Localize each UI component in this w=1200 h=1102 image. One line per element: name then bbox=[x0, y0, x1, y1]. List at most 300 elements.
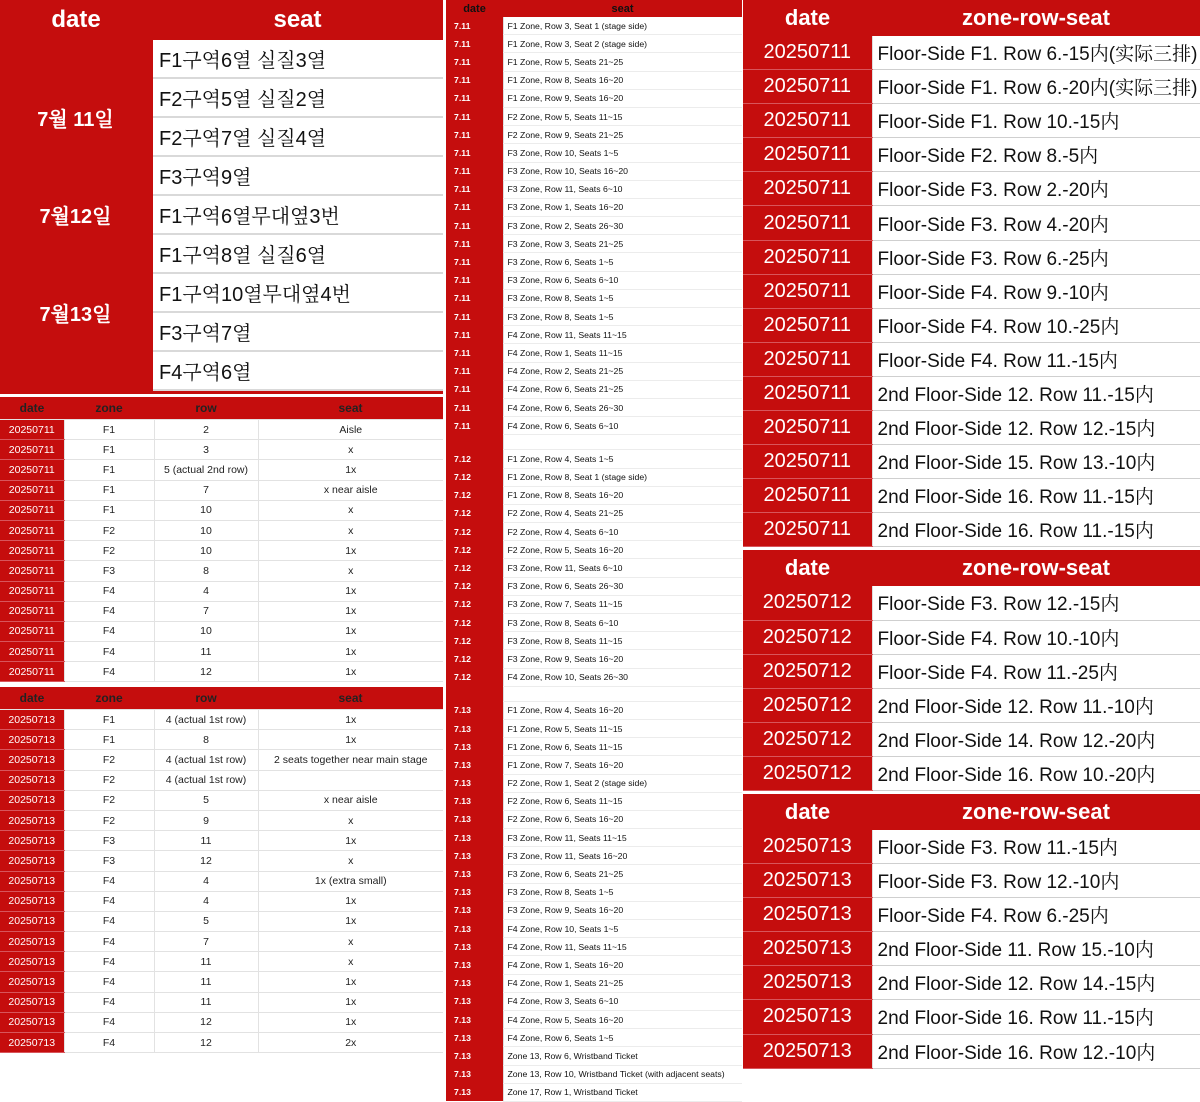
date-cell: 20250713 bbox=[743, 932, 872, 966]
seat-cell: F2 Zone, Row 5, Seats 11~15 bbox=[503, 107, 742, 125]
seat-cell: F3 Zone, Row 8, Seats 1~5 bbox=[503, 308, 742, 326]
seat-cell: 1x bbox=[258, 621, 443, 641]
table-row bbox=[446, 398, 742, 416]
zone-cell: F3 bbox=[64, 851, 154, 871]
table-row bbox=[446, 126, 742, 144]
date-cell: 20250712 bbox=[743, 688, 872, 722]
seat-cell: 1x bbox=[258, 911, 443, 931]
seat-cell: x bbox=[258, 500, 443, 520]
zone-cell: F3 bbox=[64, 561, 154, 581]
row-cell: 5 bbox=[154, 790, 258, 810]
zone-cell: F1 bbox=[64, 480, 154, 500]
zone-cell: F2 bbox=[64, 770, 154, 790]
zone-row-seat-cell: 2nd Floor-Side 12. Row 11.-10内 bbox=[872, 688, 1200, 722]
seat-cell: 1x bbox=[258, 730, 443, 750]
seat-cell: F3 Zone, Row 11, Seats 11~15 bbox=[503, 829, 742, 847]
seat-cell: x bbox=[258, 810, 443, 830]
seat-cell: 1x (extra small) bbox=[258, 871, 443, 891]
date-cell-spacer bbox=[446, 435, 503, 450]
table-row bbox=[0, 642, 443, 662]
table-row bbox=[743, 654, 1200, 688]
table-row bbox=[446, 738, 742, 756]
korean-seat-table bbox=[0, 0, 443, 394]
seat-cell: F3 Zone, Row 1, Seats 16~20 bbox=[503, 198, 742, 216]
date-cell: 7.12 bbox=[446, 523, 503, 541]
date-cell: 7.13 bbox=[446, 756, 503, 774]
seat-cell: F4구역6열 bbox=[152, 351, 443, 390]
table-row bbox=[0, 1033, 443, 1053]
table-row bbox=[446, 417, 742, 435]
row-cell: 5 bbox=[154, 911, 258, 931]
seat-cell: 1x bbox=[258, 1012, 443, 1032]
date-cell: 20250711 bbox=[743, 36, 872, 70]
seat-cell: F4 Zone, Row 6, Seats 26~30 bbox=[503, 398, 742, 416]
zone-row-seat-cell: Floor-Side F1. Row 10.-15内 bbox=[872, 104, 1200, 138]
row-cell: 7 bbox=[154, 932, 258, 952]
row-cell: 10 bbox=[154, 541, 258, 561]
seat-cell: F4 Zone, Row 6, Seats 1~5 bbox=[503, 1029, 742, 1047]
table-row bbox=[0, 770, 443, 790]
zone-cell: F4 bbox=[64, 992, 154, 1012]
seat-cell: F1 Zone, Row 5, Seats 21~25 bbox=[503, 53, 742, 71]
table-row bbox=[743, 479, 1200, 513]
date-cell: 7.13 bbox=[446, 974, 503, 992]
zone-cell: F4 bbox=[64, 891, 154, 911]
zone-cell: F4 bbox=[64, 972, 154, 992]
table-row bbox=[0, 972, 443, 992]
zone-cell: F3 bbox=[64, 831, 154, 851]
seat-cell: F3 Zone, Row 7, Seats 11~15 bbox=[503, 595, 742, 613]
seat-cell: F1구역6열무대옆3번 bbox=[152, 195, 443, 234]
table-row bbox=[743, 445, 1200, 479]
date-cell: 7.13 bbox=[446, 901, 503, 919]
table-row bbox=[446, 53, 742, 71]
date-cell: 7.13 bbox=[446, 1029, 503, 1047]
zone-row-seat-cell: Floor-Side F3. Row 4.-20内 bbox=[872, 206, 1200, 240]
row-cell: 11 bbox=[154, 642, 258, 662]
table-row bbox=[446, 595, 742, 613]
seat-cell: F2 Zone, Row 4, Seats 6~10 bbox=[503, 523, 742, 541]
seat-cell: F1 Zone, Row 8, Seats 16~20 bbox=[503, 71, 742, 89]
seat-cell: x bbox=[258, 440, 443, 460]
table-row bbox=[743, 274, 1200, 308]
seat-cell: F3 Zone, Row 9, Seats 16~20 bbox=[503, 901, 742, 919]
table-row bbox=[743, 722, 1200, 756]
zone-cell: F4 bbox=[64, 642, 154, 662]
date-cell: 20250711 bbox=[743, 479, 872, 513]
table-row bbox=[446, 198, 742, 216]
row-cell: 12 bbox=[154, 1033, 258, 1053]
table-row bbox=[0, 952, 443, 972]
seat-cell: F1구역10열무대옆4번 bbox=[152, 273, 443, 312]
table-row bbox=[446, 792, 742, 810]
seat-cell: 1x bbox=[258, 992, 443, 1012]
seat-cell: F1 Zone, Row 4, Seats 1~5 bbox=[503, 450, 742, 468]
row-cell: 11 bbox=[154, 831, 258, 851]
seat-cell: Aisle bbox=[258, 420, 443, 440]
date-cell: 20250711 bbox=[743, 376, 872, 410]
row-cell: 4 bbox=[154, 891, 258, 911]
table-row bbox=[446, 632, 742, 650]
header-date: date bbox=[743, 794, 872, 830]
table-row bbox=[743, 864, 1200, 898]
seat-cell: 1x bbox=[258, 460, 443, 480]
date-cell: 7.11 bbox=[446, 235, 503, 253]
seat-cell-spacer bbox=[503, 686, 742, 701]
header-date: date bbox=[446, 0, 503, 17]
table-row bbox=[0, 601, 443, 621]
zone-row-seat-cell: 2nd Floor-Side 12. Row 14.-15内 bbox=[872, 966, 1200, 1000]
date-cell: 20250712 bbox=[743, 722, 872, 756]
date-cell: 7.11 bbox=[446, 308, 503, 326]
seat-cell: 1x bbox=[258, 541, 443, 561]
table-row bbox=[446, 1065, 742, 1083]
july-13-seat-body bbox=[0, 710, 443, 1053]
date-cell: 20250711 bbox=[0, 561, 64, 581]
date-cell: 7.12 bbox=[446, 650, 503, 668]
header-zone-row-seat: zone-row-seat bbox=[872, 0, 1200, 36]
zone-row-seat-cell: Floor-Side F4. Row 11.-25内 bbox=[872, 654, 1200, 688]
date-cell: 7.13 bbox=[446, 719, 503, 737]
date-cell: 7.11 bbox=[446, 380, 503, 398]
date-cell: 7.11 bbox=[446, 180, 503, 198]
row-cell: 5 (actual 2nd row) bbox=[154, 460, 258, 480]
seat-cell: F3 Zone, Row 6, Seats 26~30 bbox=[503, 577, 742, 595]
row-cell: 10 bbox=[154, 621, 258, 641]
header-date: date bbox=[0, 687, 64, 710]
seat-cell: F3 Zone, Row 3, Seats 21~25 bbox=[503, 235, 742, 253]
seat-cell: 1x bbox=[258, 581, 443, 601]
date-cell: 7.11 bbox=[446, 126, 503, 144]
zone-row-seat-body bbox=[743, 0, 1200, 1068]
row-cell: 12 bbox=[154, 851, 258, 871]
zone-row-seat-cell: Floor-Side F3. Row 11.-15内 bbox=[872, 830, 1200, 864]
table-row bbox=[446, 1010, 742, 1028]
table-row bbox=[0, 992, 443, 1012]
table-row bbox=[446, 504, 742, 522]
date-cell: 20250713 bbox=[743, 830, 872, 864]
seat-cell: Zone 13, Row 10, Wristband Ticket (with adjacent seats) bbox=[503, 1065, 742, 1083]
seat-cell: F3구역9열 bbox=[152, 156, 443, 195]
table-row bbox=[446, 756, 742, 774]
date-cell: 20250713 bbox=[743, 864, 872, 898]
date-cell: 7.11 bbox=[446, 344, 503, 362]
date-cell: 7.13 bbox=[446, 829, 503, 847]
date-cell: 20250711 bbox=[0, 500, 64, 520]
table-row bbox=[446, 35, 742, 53]
zone-cell: F1 bbox=[64, 710, 154, 730]
date-cell: 7.13 bbox=[446, 920, 503, 938]
seat-cell: F2구역5열 실질2열 bbox=[152, 78, 443, 117]
zone-row-seat-cell: 2nd Floor-Side 16. Row 11.-15内 bbox=[872, 479, 1200, 513]
header-seat: seat bbox=[258, 397, 443, 420]
date-cell: 20250713 bbox=[0, 911, 64, 931]
date-cell: 20250711 bbox=[743, 206, 872, 240]
seat-cell: x bbox=[258, 952, 443, 972]
date-cell: 20250711 bbox=[743, 308, 872, 342]
date-cell: 20250711 bbox=[0, 662, 64, 682]
seat-cell: Zone 17, Row 1, Wristband Ticket bbox=[503, 1083, 742, 1101]
seat-cell: F3 Zone, Row 11, Seats 6~10 bbox=[503, 180, 742, 198]
date-cell: 20250711 bbox=[0, 480, 64, 500]
row-cell: 10 bbox=[154, 520, 258, 540]
zone-cell: F4 bbox=[64, 932, 154, 952]
date-cell: 20250713 bbox=[0, 972, 64, 992]
english-seat-table bbox=[446, 0, 742, 1098]
section-header bbox=[743, 550, 1200, 586]
zone-cell: F2 bbox=[64, 750, 154, 770]
seat-cell: F3 Zone, Row 11, Seats 6~10 bbox=[503, 559, 742, 577]
date-cell: 7.13 bbox=[446, 883, 503, 901]
zone-cell: F1 bbox=[64, 730, 154, 750]
date-cell: 7.11 bbox=[446, 289, 503, 307]
date-cell: 7.13 bbox=[446, 1083, 503, 1101]
seat-cell: F1구역6열 실질3열 bbox=[152, 40, 443, 78]
table-row bbox=[446, 938, 742, 956]
date-cell: 7.13 bbox=[446, 792, 503, 810]
seat-cell: F2 Zone, Row 9, Seats 21~25 bbox=[503, 126, 742, 144]
header-date: date bbox=[0, 0, 152, 40]
table-row bbox=[0, 662, 443, 682]
header-seat: seat bbox=[258, 687, 443, 710]
date-cell: 7.12 bbox=[446, 595, 503, 613]
seat-cell: F4 Zone, Row 10, Seats 26~30 bbox=[503, 668, 742, 686]
group-spacer bbox=[446, 686, 742, 701]
seat-cell: F4 Zone, Row 1, Seats 21~25 bbox=[503, 974, 742, 992]
date-cell: 7.11 bbox=[446, 271, 503, 289]
date-cell: 20250713 bbox=[0, 932, 64, 952]
date-cell: 20250712 bbox=[743, 756, 872, 790]
seat-cell: F3 Zone, Row 6, Seats 21~25 bbox=[503, 865, 742, 883]
date-cell: 20250712 bbox=[743, 620, 872, 654]
table-row bbox=[0, 234, 443, 273]
table-row bbox=[0, 561, 443, 581]
table-row bbox=[446, 829, 742, 847]
table-row bbox=[743, 1034, 1200, 1068]
date-cell: 20250711 bbox=[0, 541, 64, 561]
row-cell: 8 bbox=[154, 730, 258, 750]
header-date: date bbox=[743, 0, 872, 36]
table-row bbox=[0, 911, 443, 931]
seat-cell: 1x bbox=[258, 662, 443, 682]
date-cell: 7.11 bbox=[446, 362, 503, 380]
seat-cell: F4 Zone, Row 5, Seats 16~20 bbox=[503, 1010, 742, 1028]
table-row bbox=[743, 172, 1200, 206]
table-row bbox=[743, 1000, 1200, 1034]
table-row bbox=[446, 1029, 742, 1047]
date-cell: 20250712 bbox=[743, 654, 872, 688]
table-row bbox=[743, 376, 1200, 410]
row-cell: 11 bbox=[154, 952, 258, 972]
zone-row-seat-table bbox=[743, 0, 1200, 1064]
date-cell: 20250713 bbox=[743, 898, 872, 932]
zone-cell: F2 bbox=[64, 810, 154, 830]
header-date: date bbox=[0, 397, 64, 420]
date-cell: 20250711 bbox=[0, 460, 64, 480]
table-row bbox=[743, 104, 1200, 138]
seat-cell: F1 Zone, Row 7, Seats 16~20 bbox=[503, 756, 742, 774]
date-cell: 20250711 bbox=[743, 240, 872, 274]
date-cell: 7.12 bbox=[446, 559, 503, 577]
table-row bbox=[0, 500, 443, 520]
header-row: row bbox=[154, 687, 258, 710]
date-cell: 20250713 bbox=[0, 952, 64, 972]
table-row bbox=[0, 40, 443, 78]
table-row bbox=[0, 730, 443, 750]
zone-row-seat-cell: 2nd Floor-Side 14. Row 12.-20内 bbox=[872, 722, 1200, 756]
date-cell: 7.11 bbox=[446, 253, 503, 271]
zone-row-seat-cell: Floor-Side F4. Row 10.-10内 bbox=[872, 620, 1200, 654]
date-cell: 20250711 bbox=[743, 70, 872, 104]
date-cell: 7.13 bbox=[446, 1065, 503, 1083]
header-seat: seat bbox=[152, 0, 443, 40]
date-cell: 7.11 bbox=[446, 326, 503, 344]
date-cell: 20250711 bbox=[0, 621, 64, 641]
seat-cell: F3 Zone, Row 2, Seats 26~30 bbox=[503, 217, 742, 235]
zone-row-seat-cell: 2nd Floor-Side 16. Row 11.-15内 bbox=[872, 1000, 1200, 1034]
date-cell: 20250711 bbox=[743, 172, 872, 206]
seat-cell: x near aisle bbox=[258, 790, 443, 810]
row-cell: 12 bbox=[154, 1012, 258, 1032]
table-row bbox=[446, 271, 742, 289]
seat-cell: F1 Zone, Row 8, Seat 1 (stage side) bbox=[503, 468, 742, 486]
seat-cell: F3 Zone, Row 8, Seats 1~5 bbox=[503, 883, 742, 901]
seat-cell: F3 Zone, Row 8, Seats 1~5 bbox=[503, 289, 742, 307]
row-cell: 11 bbox=[154, 972, 258, 992]
table-row bbox=[743, 70, 1200, 104]
table-row bbox=[446, 810, 742, 828]
seat-cell: F3 Zone, Row 6, Seats 1~5 bbox=[503, 253, 742, 271]
seat-cell: Zone 13, Row 6, Wristband Ticket bbox=[503, 1047, 742, 1065]
row-cell: 9 bbox=[154, 810, 258, 830]
date-cell: 7.13 bbox=[446, 1010, 503, 1028]
table-row bbox=[446, 974, 742, 992]
date-cell: 7월13일 bbox=[0, 234, 152, 390]
date-cell: 7.12 bbox=[446, 450, 503, 468]
zone-cell: F4 bbox=[64, 1033, 154, 1053]
table-row bbox=[0, 891, 443, 911]
seat-cell: F4 Zone, Row 11, Seats 11~15 bbox=[503, 326, 742, 344]
table-row bbox=[0, 932, 443, 952]
zone-cell: F4 bbox=[64, 621, 154, 641]
seat-cell: x bbox=[258, 851, 443, 871]
seat-cell: F2 Zone, Row 6, Seats 16~20 bbox=[503, 810, 742, 828]
zone-cell: F2 bbox=[64, 520, 154, 540]
table-row bbox=[446, 1083, 742, 1101]
table-row bbox=[446, 217, 742, 235]
seat-cell: F4 Zone, Row 1, Seats 16~20 bbox=[503, 956, 742, 974]
table-row bbox=[446, 180, 742, 198]
seat-cell: F4 Zone, Row 6, Seats 6~10 bbox=[503, 417, 742, 435]
seat-cell: F2 Zone, Row 1, Seat 2 (stage side) bbox=[503, 774, 742, 792]
zone-row-seat-cell: Floor-Side F1. Row 6.-20内(实际三排) bbox=[872, 70, 1200, 104]
zone-row-seat-cell: Floor-Side F4. Row 10.-25内 bbox=[872, 308, 1200, 342]
seat-cell: 1x bbox=[258, 642, 443, 662]
table-row bbox=[0, 195, 443, 234]
row-cell: 4 (actual 1st row) bbox=[154, 750, 258, 770]
zone-row-seat-cell: Floor-Side F1. Row 6.-15内(实际三排) bbox=[872, 36, 1200, 70]
table-row bbox=[743, 898, 1200, 932]
table-row bbox=[0, 440, 443, 460]
table-row bbox=[0, 810, 443, 830]
header-zone-row-seat: zone-row-seat bbox=[872, 550, 1200, 586]
table-row bbox=[446, 920, 742, 938]
row-cell: 11 bbox=[154, 992, 258, 1012]
row-cell: 7 bbox=[154, 601, 258, 621]
date-cell: 7.11 bbox=[446, 417, 503, 435]
date-cell: 7.11 bbox=[446, 53, 503, 71]
seat-cell: F3 Zone, Row 6, Seats 6~10 bbox=[503, 271, 742, 289]
row-cell: 4 (actual 1st row) bbox=[154, 770, 258, 790]
section-header bbox=[743, 0, 1200, 36]
date-cell: 20250713 bbox=[0, 831, 64, 851]
table-row bbox=[446, 344, 742, 362]
date-cell: 7.13 bbox=[446, 938, 503, 956]
table-row bbox=[446, 17, 742, 35]
zone-cell: F4 bbox=[64, 1012, 154, 1032]
seat-cell: F2구역7열 실질4열 bbox=[152, 117, 443, 156]
date-cell: 7월 11일 bbox=[0, 40, 152, 195]
header-zone: zone bbox=[64, 397, 154, 420]
table-row bbox=[446, 541, 742, 559]
date-cell: 20250713 bbox=[0, 810, 64, 830]
seat-cell: F1구역8열 실질6열 bbox=[152, 234, 443, 273]
date-cell: 7.12 bbox=[446, 614, 503, 632]
zone-row-seat-cell: 2nd Floor-Side 16. Row 12.-10内 bbox=[872, 1034, 1200, 1068]
table-row bbox=[446, 901, 742, 919]
zone-cell: F4 bbox=[64, 911, 154, 931]
table-row bbox=[446, 701, 742, 719]
seat-cell: F4 Zone, Row 2, Seats 21~25 bbox=[503, 362, 742, 380]
seat-cell: 1x bbox=[258, 972, 443, 992]
zone-cell: F4 bbox=[64, 601, 154, 621]
zone-row-seat-cell: 2nd Floor-Side 16. Row 10.-20内 bbox=[872, 756, 1200, 790]
seat-cell: F1 Zone, Row 4, Seats 16~20 bbox=[503, 701, 742, 719]
zone-row-seat-cell: Floor-Side F3. Row 2.-20内 bbox=[872, 172, 1200, 206]
english-seat-body bbox=[446, 17, 742, 1101]
date-cell: 7.12 bbox=[446, 668, 503, 686]
table-row bbox=[446, 450, 742, 468]
table-row bbox=[0, 750, 443, 770]
july-11-seat-table bbox=[0, 397, 443, 686]
zone-cell: F1 bbox=[64, 460, 154, 480]
table-row bbox=[446, 719, 742, 737]
table-row bbox=[0, 851, 443, 871]
table-row bbox=[446, 847, 742, 865]
seat-cell: F1 Zone, Row 3, Seat 1 (stage side) bbox=[503, 17, 742, 35]
date-cell: 7.11 bbox=[446, 144, 503, 162]
row-cell: 8 bbox=[154, 561, 258, 581]
date-cell: 20250713 bbox=[0, 790, 64, 810]
date-cell: 7.11 bbox=[446, 398, 503, 416]
table-row bbox=[743, 966, 1200, 1000]
date-cell: 20250711 bbox=[0, 420, 64, 440]
date-cell: 20250711 bbox=[0, 601, 64, 621]
zone-cell: F4 bbox=[64, 581, 154, 601]
group-spacer bbox=[446, 435, 742, 450]
seat-cell: x bbox=[258, 561, 443, 581]
date-cell: 7.11 bbox=[446, 107, 503, 125]
seat-cell: F1 Zone, Row 5, Seats 11~15 bbox=[503, 719, 742, 737]
seat-cell: F1 Zone, Row 3, Seat 2 (stage side) bbox=[503, 35, 742, 53]
zone-row-seat-cell: 2nd Floor-Side 11. Row 15.-10内 bbox=[872, 932, 1200, 966]
seat-cell: 1x bbox=[258, 601, 443, 621]
header-row: row bbox=[154, 397, 258, 420]
zone-cell: F1 bbox=[64, 440, 154, 460]
seat-cell: 1x bbox=[258, 710, 443, 730]
date-cell: 20250713 bbox=[0, 730, 64, 750]
seat-cell: F2 Zone, Row 5, Seats 16~20 bbox=[503, 541, 742, 559]
